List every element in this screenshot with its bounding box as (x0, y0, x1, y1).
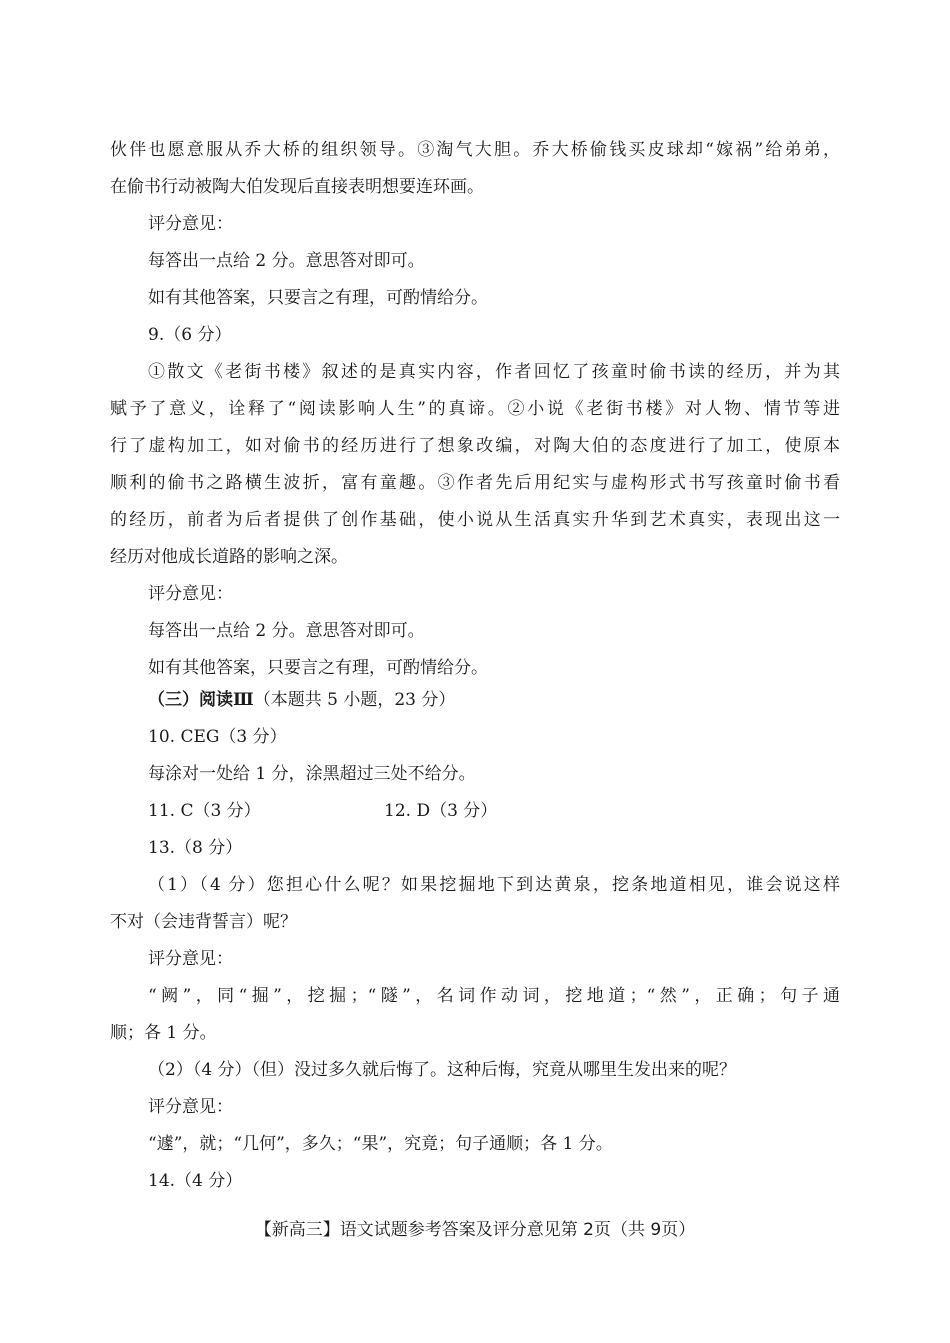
section-title: （三）阅读Ⅲ (148, 690, 254, 710)
scoring-note-text: 如有其他答案，只要言之有理，可酌情给分。 (148, 288, 488, 308)
scoring-note-text: 每涂对一处给 1 分，涂黑超过三处不给分。 (148, 764, 476, 784)
answer-text-line: 的经历，前者为后者提供了创作基础，使小说从生活真实升华到艺术真实，表现出这一 (110, 510, 840, 530)
answer-text-line: 不对（会违背誓言）呢？ (110, 912, 297, 932)
question-answer: 12. D（3 分） (384, 801, 498, 821)
scoring-note-heading: 评分意见： (148, 1097, 233, 1117)
scoring-note-heading: 评分意见： (148, 214, 233, 234)
question-answer: 11. C（3 分） (148, 801, 261, 821)
question-number: 13.（8 分） (148, 838, 243, 858)
answer-text-line: 经历对他成长道路的影响之深。 (110, 547, 348, 567)
answer-text-line: （2）（4 分）（但）没过多久就后悔了。这种后悔，究竟从哪里生发出来的呢？ (148, 1060, 737, 1080)
scoring-note-heading: 评分意见： (148, 584, 233, 604)
answer-text-line: 顺利的偷书之路横生波折，富有童趣。③作者先后用纪实与虚构形式书写孩童时偷书看 (110, 473, 840, 493)
answer-text-line: 伙伴也愿意服从乔大桥的组织领导。③淘气大胆。乔大桥偷钱买皮球却“嫁祸”给弟弟， (110, 140, 840, 160)
scoring-note-text: 如有其他答案，只要言之有理，可酌情给分。 (148, 658, 488, 678)
question-answer: 10. CEG（3 分） (148, 727, 287, 747)
scoring-note-text: 顺；各 1 分。 (110, 1023, 217, 1043)
answer-text-line: （1）（4 分）您担心什么呢？如果挖掘地下到达黄泉，挖条地道相见，谁会说这样 (148, 875, 840, 895)
scoring-note-text: 每答出一点给 2 分。意思答对即可。 (148, 621, 425, 641)
section-heading (148, 687, 455, 713)
question-number: 14.（4 分） (148, 1171, 243, 1191)
scoring-note-text: “遽”，就；“几何”，多久；“果”，究竟；句子通顺；各 1 分。 (148, 1134, 613, 1154)
scoring-note-text: 每答出一点给 2 分。意思答对即可。 (148, 251, 425, 271)
scoring-note-text: “阙”，同“掘”，挖掘；“隧”，名词作动词，挖地道；“然”，正确；句子通 (148, 986, 840, 1006)
answer-text-line: 行了虚构加工，如对偷书的经历进行了想象改编，对陶大伯的态度进行了加工，使原本 (110, 436, 840, 456)
page-footer: 【新高三】语文试题参考答案及评分意见第 2页（共 9页） (254, 1220, 696, 1240)
question-number: 9.（6 分） (148, 325, 232, 345)
answer-text-line: ①散文《老街书楼》叙述的是真实内容，作者回忆了孩童时偷书读的经历，并为其 (148, 362, 840, 382)
answer-text-line: 在偷书行动被陶大伯发现后直接表明想要连环画。 (110, 177, 484, 197)
answer-text-line: 赋予了意义，诠释了“阅读影响人生”的真谛。②小说《老街书楼》对人物、情节等进 (110, 399, 840, 419)
scoring-note-heading: 评分意见： (148, 949, 233, 969)
section-subtitle: （本题共 5 小题，23 分） (253, 690, 456, 710)
